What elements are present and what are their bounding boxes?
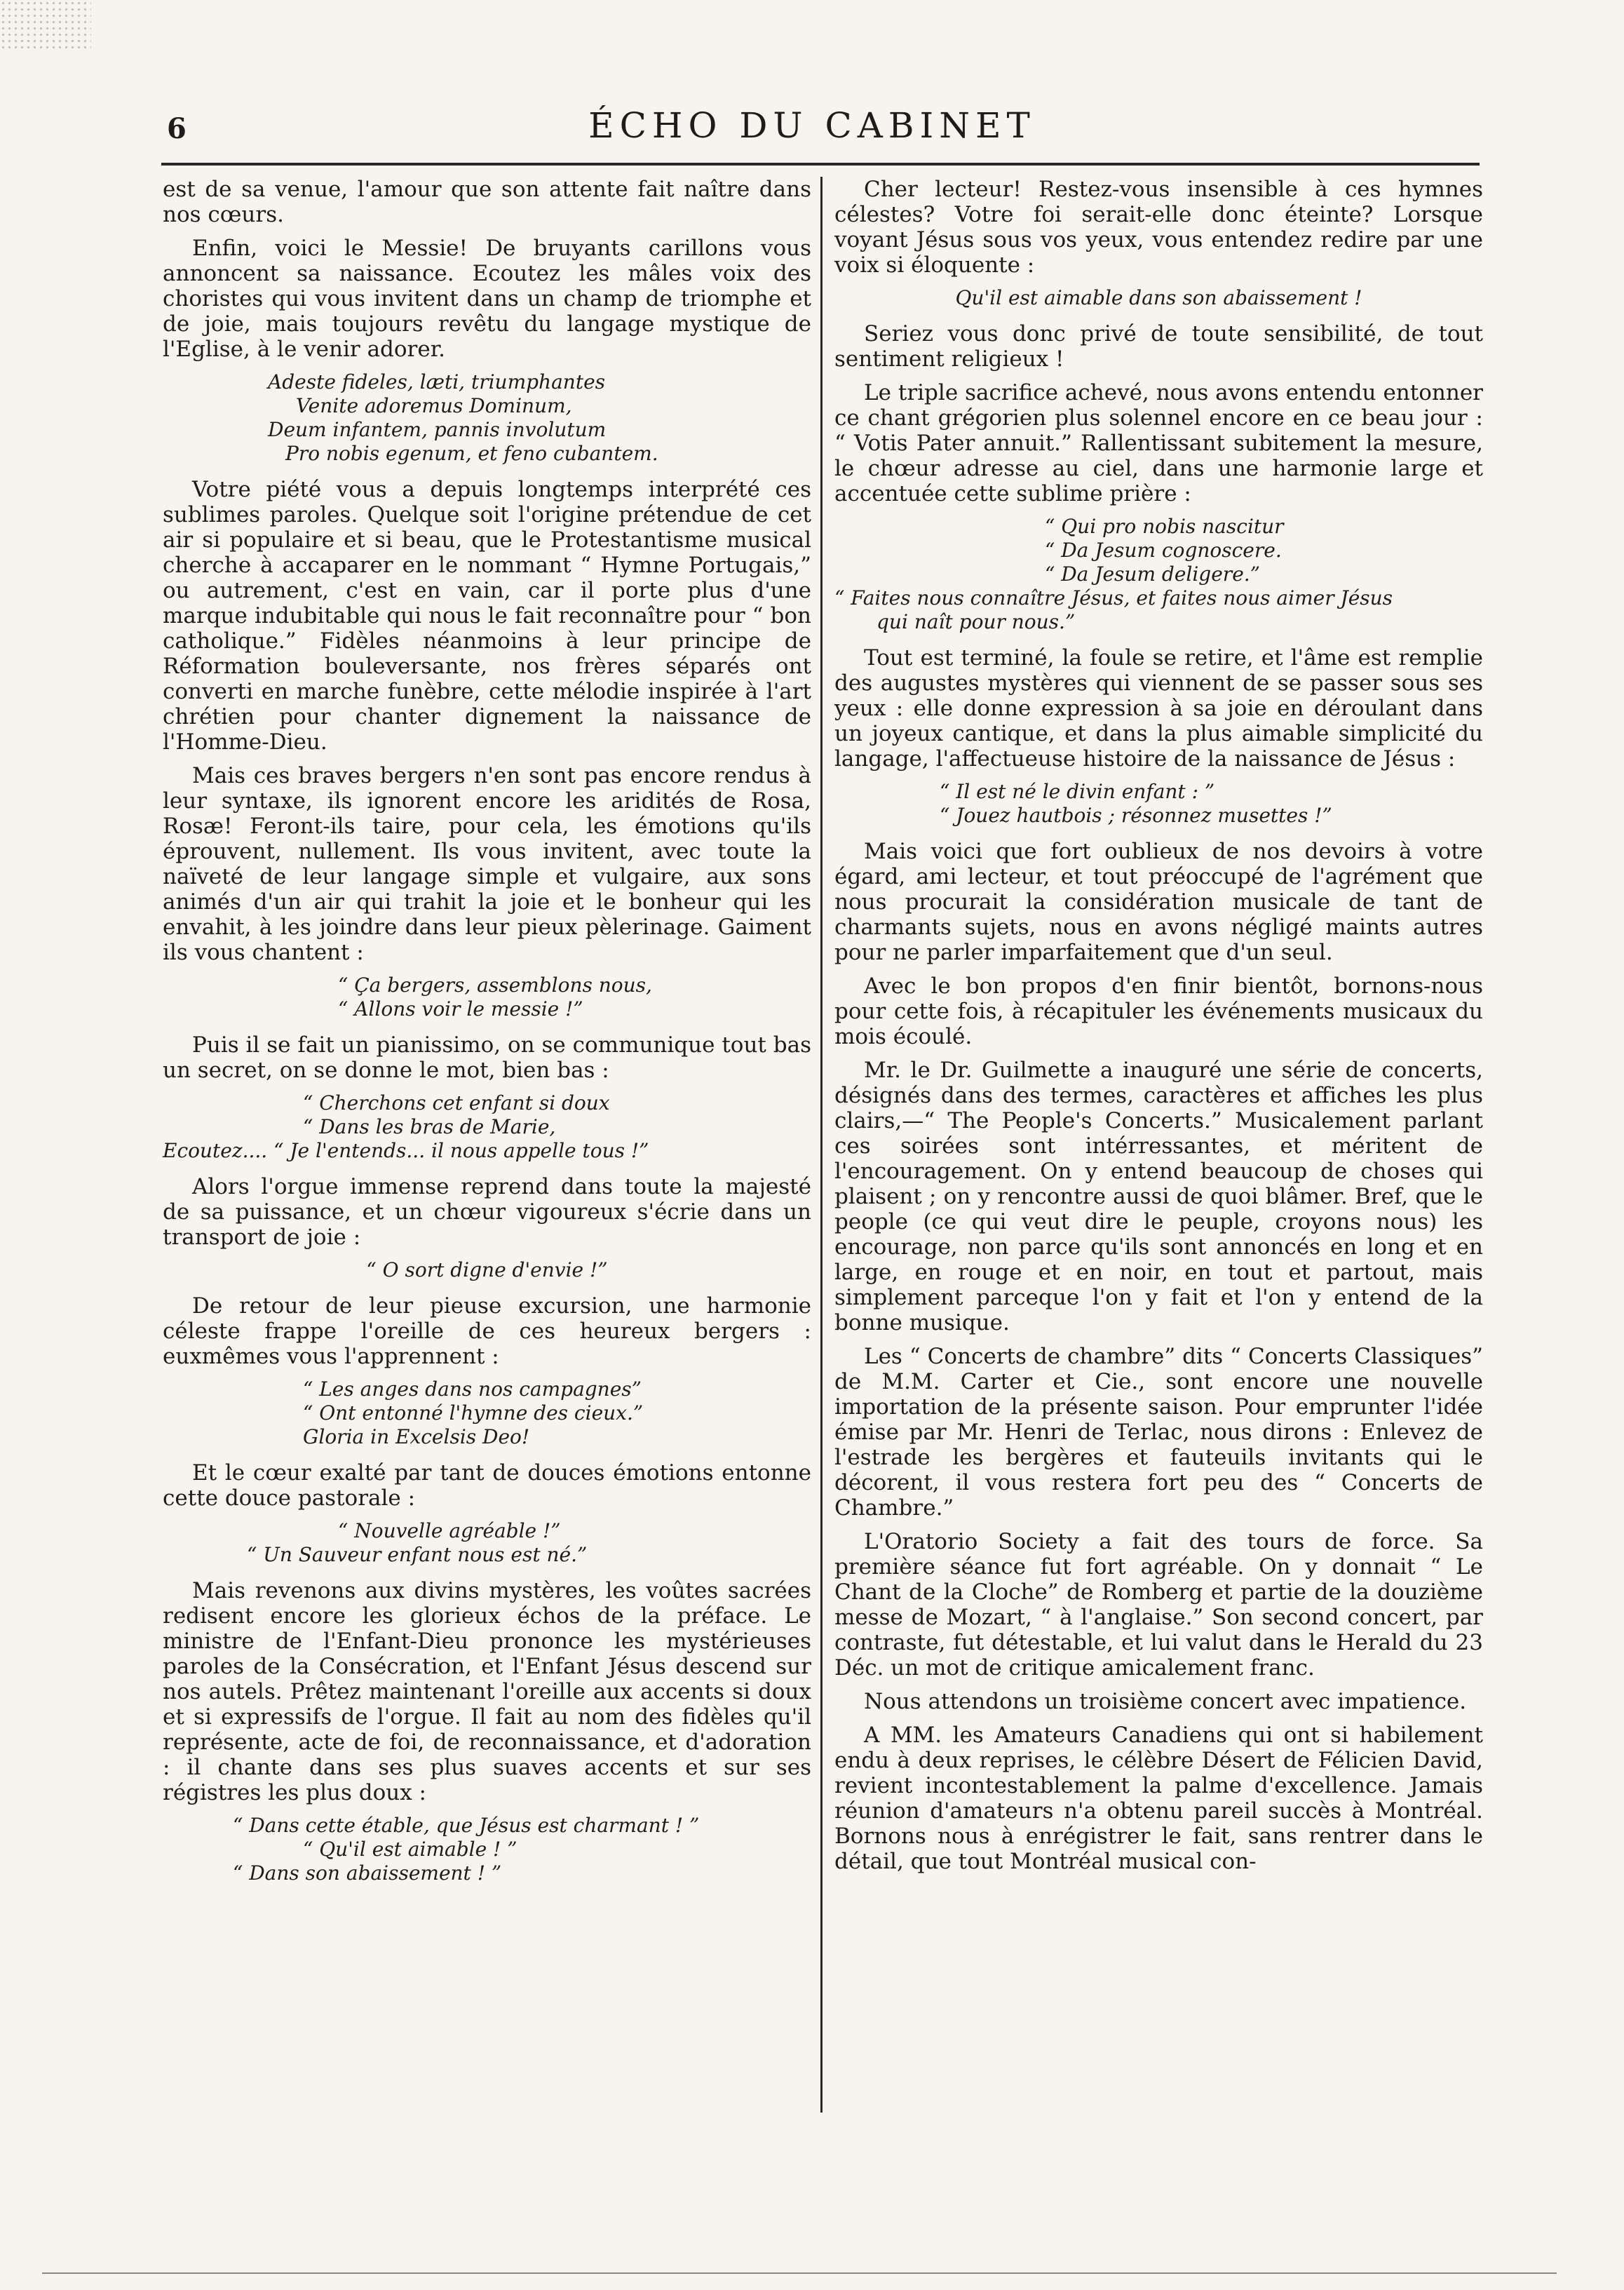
verse-line: Adeste fideles, læti, triumphantes	[268, 370, 606, 393]
paragraph: De retour de leur pieuse excursion, une harmonie céleste frappe l'oreille de ces heureux bergers : euxmêmes vous l'apprennent :	[163, 1293, 811, 1369]
song-verse	[163, 1814, 811, 1885]
paper-stain	[0, 0, 91, 49]
paragraph: Enfin, voici le Messie! De bruyants carillons vous annoncent sa naissance. Ecoutez les mâles voix des choristes qui vous invitent dans un champ de triomphe et de joie, mais toujours revêtu du langage mystique de l'Eglise, à le venir adorer.	[163, 236, 811, 362]
latin-hymn-verse	[163, 370, 811, 466]
verse-line: “ Da Jesum deligere.”	[1045, 563, 1260, 586]
verse-line: “ Ont entonné l'hymne des cieux.”	[303, 1401, 644, 1424]
paragraph: Puis il se fait un pianissimo, on se communique tout bas un secret, on se donne le mot, bien bas :	[163, 1032, 811, 1083]
paragraph: Les “ Concerts de chambre” dits “ Concerts Classiques” de M.M. Carter et Cie., sont encore une nouvelle importation de la présente saison. Pour emprunter l'idée émise par Mr. Henri de Terlac, nous dirons : Enlevez de l'estrade les bergères et fauteuils invitants qui le décorent, il vous restera fort peu des “ Concerts de Chambre.”	[834, 1344, 1483, 1521]
paragraph: Cher lecteur! Restez-vous insensible à ces hymnes célestes? Votre foi serait-elle donc éteinte? Lorsque voyant Jésus sous vos yeux, vous entendez redire par une voix si éloquente :	[834, 177, 1483, 278]
page-number: 6	[167, 112, 187, 145]
verse-line: Deum infantem, pannis involutum	[268, 418, 607, 441]
left-column	[163, 177, 811, 1897]
paragraph: Tout est terminé, la foule se retire, et l'âme est remplie des augustes mystères qui viennent de se passer sous ses yeux : elle donne expression à sa joie en déroulant dans un joyeux cantique, et dans la plus aimable simplicité du langage, l'affectueuse histoire de la naissance de Jésus :	[834, 645, 1483, 772]
paragraph: Nous attendons un troisième concert avec impatience.	[864, 1689, 1467, 1714]
verse-line: Ecoutez.... “ Je l'entends... il nous appelle tous !”	[163, 1139, 649, 1162]
verse-line: “ Faites nous connaître Jésus, et faites nous aimer Jésus	[834, 586, 1393, 609]
verse-line: “ Qu'il est aimable ! ”	[303, 1838, 517, 1861]
verse-line: “ Un Sauveur enfant nous est né.”	[247, 1543, 588, 1566]
verse-line: “ O sort digne d'envie !”	[366, 1258, 608, 1281]
verse-line: “ Les anges dans nos campagnes”	[303, 1378, 642, 1401]
verse-line: “ Qui pro nobis nascitur	[1045, 515, 1284, 538]
paragraph: Avec le bon propos d'en finir bientôt, bornons-nous pour cette fois, à récapituler les événements musicaux du mois écoulé.	[834, 974, 1483, 1049]
verse-line: qui naît pour nous.”	[877, 610, 1076, 633]
verse-line: “ Da Jesum cognoscere.	[1045, 539, 1282, 562]
verse-line: Venite adoremus Dominum,	[296, 394, 572, 417]
song-verse	[163, 1378, 811, 1449]
paragraph: A MM. les Amateurs Canadiens qui ont si habilement endu à deux reprises, le célèbre Désert de Félicien David, revient incontestablement la palme d'excellence. Jamais réunion d'amateurs n'a obtenu pareil succès à Montréal. Bornons nous à enrégistrer le fait, sans rentrer dans le détail, que tout Montréal musical con-	[834, 1723, 1483, 1874]
paragraph: Mais ces braves bergers n'en sont pas encore rendus à leur syntaxe, ils ignorent encore les aridités de Rosa, Rosæ! Feront-ils taire, pour cela, les émotions qu'ils éprouvent, nullement. Ils vous invitent, avec toute la naïveté de leur langage simple et vulgaire, aux sons animés d'un air qui trahit la joie et le bonheur qui les envahit, à les joindre dans leur pieux pèlerinage. Gaiment ils vous chantent :	[163, 763, 811, 965]
song-verse	[163, 974, 811, 1021]
latin-prayer-verse	[834, 515, 1483, 634]
paragraph: Mais revenons aux divins mystères, les voûtes sacrées redisent encore les glorieux échos de la préface. Le ministre de l'Enfant-Dieu prononce les mystérieuses paroles de la Consécration, et l'Enfant Jésus descend sur nos autels. Prêtez maintenant l'oreille aux accents si doux et si expressifs de l'orgue. Il fait au nom des fidèles qu'il représente, acte de foi, de reconnaissance, et d'adoration : il chante dans ses plus suaves accents et sur ses régistres les plus doux :	[163, 1578, 811, 1805]
song-verse	[834, 780, 1483, 828]
verse-line: “ Il est né le divin enfant : ”	[940, 780, 1215, 803]
verse-line: “ Ça bergers, assemblons nous,	[338, 974, 652, 997]
header-rule	[161, 163, 1480, 166]
song-verse	[834, 286, 1483, 310]
paragraph: Mr. le Dr. Guilmette a inauguré une série de concerts, désignés dans des termes, caractères et affiches les plus clairs,—“ The People's Concerts.” Musicalement parlant ces soirées sont intérressantes, et méritent de l'encouragement. On y entend beaucoup de choses qui plaisent ; on y rencontre aussi de quoi blâmer. Bref, que le people (ce qui veut dire le peuple, croyons nous) les encourage, non parce qu'ils sont annoncés en long et en large, en rouge et en noir, en tout et partout, mais simplement parceque l'on y fait et l'on y entend de la bonne musique.	[834, 1058, 1483, 1335]
page-title: ÉCHO DU CABINET	[588, 105, 1036, 146]
verse-line: “ Dans son abaissement ! ”	[233, 1861, 502, 1885]
right-column	[834, 177, 1483, 1882]
paragraph: est de sa venue, l'amour que son attente fait naître dans nos cœurs.	[163, 177, 811, 227]
paragraph: L'Oratorio Society a fait des tours de force. Sa première séance fut fort agréable. On y donnait “ Le Chant de la Cloche” de Romberg et partie de la douzième messe de Mozart, “ à l'anglaise.” Son second concert, par contraste, fut détestable, et lui valut dans le Herald du 23 Déc. un mot de critique amicalement franc.	[834, 1529, 1483, 1681]
verse-line: “ Allons voir le messie !”	[338, 997, 583, 1021]
verse-line: “ Cherchons cet enfant si doux	[303, 1091, 610, 1114]
paragraph: Alors l'orgue immense reprend dans toute la majesté de sa puissance, et un chœur vigoureux s'écrie dans un transport de joie :	[163, 1174, 811, 1250]
song-verse	[163, 1091, 811, 1163]
verse-line: Qu'il est aimable dans son abaissement !	[955, 286, 1362, 309]
verse-line: “ Nouvelle agréable !”	[338, 1519, 561, 1542]
column-divider	[820, 177, 823, 2113]
verse-line: Gloria in Excelsis Deo!	[303, 1425, 530, 1448]
verse-line: “ Dans cette étable, que Jésus est charmant ! ”	[233, 1814, 700, 1837]
paragraph: Seriez vous donc privé de toute sensibilité, de tout sentiment religieux !	[834, 321, 1483, 372]
verse-line: “ Dans les bras de Marie,	[303, 1115, 556, 1138]
paragraph: Et le cœur exalté par tant de douces émotions entonne cette douce pastorale :	[163, 1460, 811, 1511]
verse-line: “ Jouez hautbois ; résonnez musettes !”	[940, 804, 1332, 827]
bottom-rule	[42, 2272, 1557, 2274]
song-verse	[163, 1258, 811, 1282]
paragraph: Le triple sacrifice achevé, nous avons entendu entonner ce chant grégorien plus solennel encore en ce beau jour : “ Votis Pater annuit.” Rallentissant subitement la mesure, le chœur adresse au ciel, dans une harmonie large et accentuée cette sublime prière :	[834, 380, 1483, 506]
paragraph: Mais voici que fort oublieux de nos devoirs à votre égard, ami lecteur, et tout préoccupé de l'agrément que nous procurait la considération musicale de tant de charmants sujets, nous en avons négligé maints autres pour ne parler imparfaitement que d'un seul.	[834, 839, 1483, 965]
paragraph: Votre piété vous a depuis longtemps interprété ces sublimes paroles. Quelque soit l'origine prétendue de cet air si populaire et si beau, que le Protestantisme musical cherche à accaparer en le nommant “ Hymne Portugais,” ou autrement, c'est en vain, car il porte plus d'une marque indubitable qui nous le fait reconnaître pour “ bon catholique.” Fidèles néanmoins à leur principe de Réformation bouleversante, nos frères séparés ont converti en marche funèbre, cette mélodie inspirée à l'art chrétien pour chanter dignement la naissance de l'Homme-Dieu.	[163, 477, 811, 755]
verse-line: Pro nobis egenum, et feno cubantem.	[285, 442, 658, 465]
song-verse	[163, 1519, 811, 1567]
